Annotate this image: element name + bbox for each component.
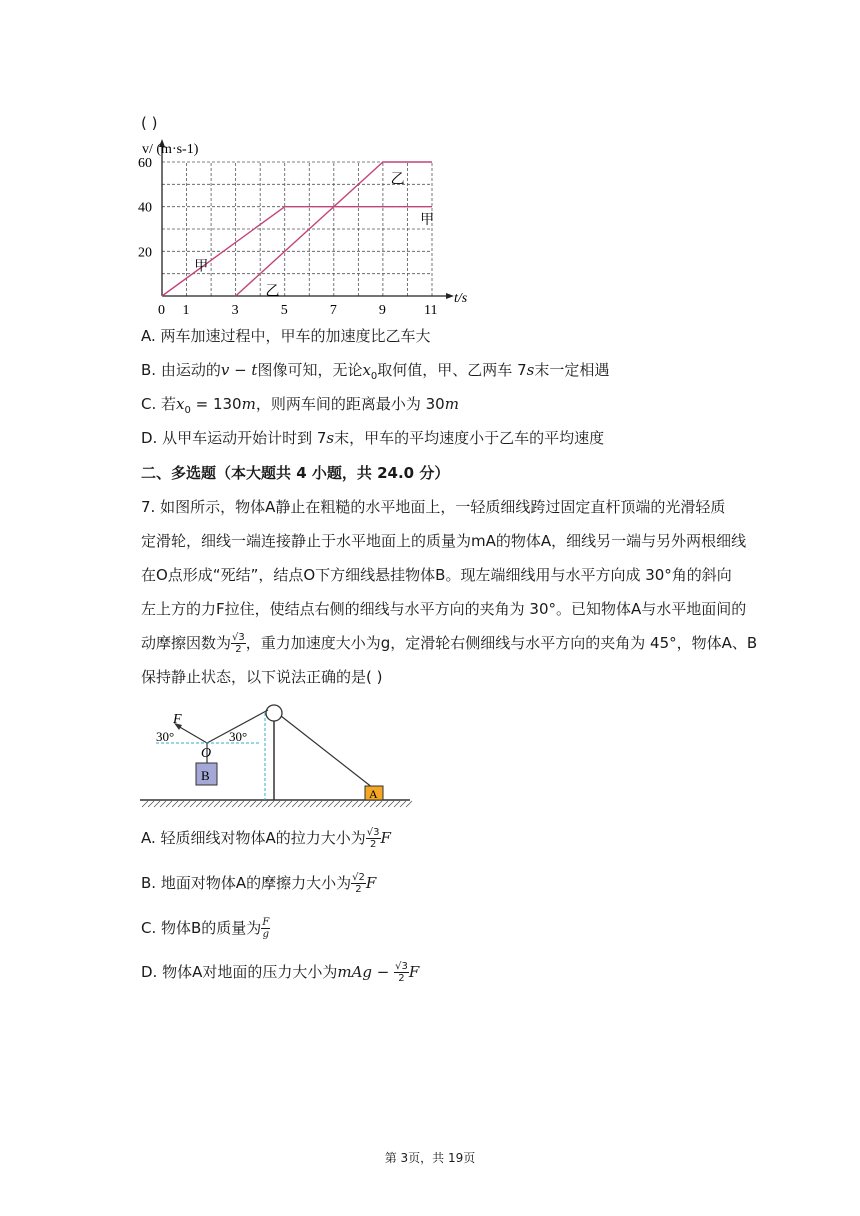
page-footer: 第 3页，共 19页 bbox=[384, 1151, 476, 1165]
hatch-mark bbox=[142, 801, 148, 807]
hatch-mark bbox=[256, 801, 262, 807]
hatch-mark bbox=[220, 801, 226, 807]
chart-labels bbox=[194, 173, 434, 300]
x-axis-arrow-icon bbox=[446, 293, 454, 299]
q7-option-c: C. 物体B的质量为 $\frac{F}{g}$ bbox=[141, 917, 270, 940]
q6-option-c: C. 若$x_0 = 130m$，则两车间的距离最小为 30m bbox=[141, 395, 459, 416]
hatch-mark bbox=[238, 801, 244, 807]
q6-answer-bracket: ( ) bbox=[141, 114, 158, 132]
section-title: 二、多选题（本大题共 4 小题，共 24.0 分） bbox=[141, 464, 450, 482]
hatch-mark bbox=[148, 801, 154, 807]
hatch-mark bbox=[316, 801, 322, 807]
hatch-mark bbox=[310, 801, 316, 807]
hatch-mark bbox=[262, 801, 268, 807]
hatch-mark bbox=[352, 801, 358, 807]
vt-chart bbox=[130, 135, 480, 318]
hatch-mark bbox=[268, 801, 274, 807]
q7-line-2: 定滑轮，细线一端连接静止于水平地面上的质量为mA的物体A，细线另一端与另外两根细线 bbox=[141, 532, 747, 550]
hatch-mark bbox=[370, 801, 376, 807]
hatch-mark bbox=[322, 801, 328, 807]
x-tick-label: 7 bbox=[329, 303, 337, 318]
label-a: A bbox=[369, 787, 378, 801]
q7-option-d: D. 物体A对地面的压力大小为mAg − $\frac{√3}{2}$ F bbox=[141, 961, 420, 984]
hatch-mark bbox=[328, 801, 334, 807]
hatch-mark bbox=[172, 801, 178, 807]
rope-right bbox=[281, 716, 373, 788]
chart-axes bbox=[159, 139, 454, 299]
hatch-mark bbox=[304, 801, 310, 807]
fraction: $\frac{√3}{2}$ bbox=[232, 632, 245, 655]
x-tick-label: 1 bbox=[182, 303, 190, 318]
hatch-mark bbox=[292, 801, 298, 807]
x-axis-label: t/s bbox=[454, 291, 468, 306]
x-tick-label: 11 bbox=[424, 303, 438, 318]
y-tick-label: 60 bbox=[138, 156, 152, 171]
hatch-mark bbox=[358, 801, 364, 807]
hatch-mark bbox=[286, 801, 292, 807]
label-f: F bbox=[173, 712, 182, 727]
q7-line-3: 在O点形成“死结”，结点O下方细线悬挂物体B。现左端细线用与水平方向成 30°角的斜向 bbox=[141, 566, 732, 584]
hatch-mark bbox=[376, 801, 382, 807]
hatch-mark bbox=[208, 801, 214, 807]
hatch-mark bbox=[334, 801, 340, 807]
q7-line-1: 7. 如图所示，物体A静止在粗糙的水平地面上，一轻质细线跨过固定直杆顶端的光滑轻质 bbox=[141, 498, 726, 516]
q7-option-b: B. 地面对物体A的摩擦力大小为 $\frac{√2}{2}$ F bbox=[141, 872, 377, 895]
q7-stem bbox=[141, 490, 761, 694]
q6-option-b: B. 由运动的v − t图像可知，无论$x_0$取何值，甲、乙两车 7s末一定相遇 bbox=[141, 361, 610, 382]
q7-line-5: 动摩擦因数为 $\frac{√3}{2}$ ，重力加速度大小为g，定滑轮右侧细线与水平方向的夹角为 45°，物体A、B bbox=[141, 632, 758, 655]
hatch-mark bbox=[388, 801, 394, 807]
hatch-mark bbox=[274, 801, 280, 807]
chart-ticks bbox=[138, 142, 468, 318]
x-tick-label: 9 bbox=[378, 303, 386, 318]
hatch-mark bbox=[400, 801, 406, 807]
hatch-mark bbox=[160, 801, 166, 807]
hatch-mark bbox=[190, 801, 196, 807]
pulley-figure bbox=[140, 703, 412, 808]
hatch-mark bbox=[250, 801, 256, 807]
hatch-mark bbox=[178, 801, 184, 807]
series-label: 乙 bbox=[390, 172, 405, 188]
hatch-mark bbox=[202, 801, 208, 807]
q6-option-a: A. 两车加速过程中，甲车的加速度比乙车大 bbox=[141, 327, 431, 345]
label-angle-left: 30° bbox=[156, 729, 175, 744]
series-label: 甲 bbox=[194, 259, 209, 275]
series-label: 甲 bbox=[420, 212, 435, 228]
hatch-mark bbox=[406, 801, 412, 807]
hatch-mark bbox=[346, 801, 352, 807]
series-label: 乙 bbox=[265, 284, 280, 300]
label-angle-right: 30° bbox=[229, 729, 248, 744]
hatch-mark bbox=[184, 801, 190, 807]
label-o: O bbox=[201, 746, 212, 761]
q7-line-4: 左上方的力F拉住，使结点右侧的细线与水平方向的夹角为 30°。已知物体A与水平地面间的 bbox=[141, 600, 747, 618]
hatch-mark bbox=[196, 801, 202, 807]
ground-hatch bbox=[142, 801, 412, 807]
hatch-mark bbox=[232, 801, 238, 807]
y-tick-label: 40 bbox=[138, 200, 152, 216]
hatch-mark bbox=[280, 801, 286, 807]
hatch-mark bbox=[154, 801, 160, 807]
y-axis-label: v/ (m·s-1) bbox=[142, 142, 199, 157]
hatch-mark bbox=[298, 801, 304, 807]
q6-option-d: D. 从甲车运动开始计时到 7s末，甲车的平均速度小于乙车的平均速度 bbox=[141, 429, 605, 447]
hatch-mark bbox=[166, 801, 172, 807]
x-tick-label: 3 bbox=[231, 303, 239, 318]
hatch-mark bbox=[244, 801, 250, 807]
hatch-mark bbox=[226, 801, 232, 807]
q7-line-6: 保持静止状态，以下说法正确的是( ) bbox=[141, 668, 383, 686]
x-tick-label: 5 bbox=[280, 303, 288, 318]
hatch-mark bbox=[364, 801, 370, 807]
hatch-mark bbox=[340, 801, 346, 807]
pulley-icon bbox=[266, 705, 282, 721]
label-b: B bbox=[201, 768, 210, 783]
q7-option-a: A. 轻质细线对物体A的拉力大小为 $\frac{√3}{2}$ F bbox=[141, 827, 391, 850]
x-tick-label: 0 bbox=[158, 303, 165, 318]
hatch-mark bbox=[214, 801, 220, 807]
rope-force bbox=[178, 726, 207, 743]
hatch-mark bbox=[394, 801, 400, 807]
y-tick-label: 20 bbox=[138, 245, 152, 261]
hatch-mark bbox=[382, 801, 388, 807]
